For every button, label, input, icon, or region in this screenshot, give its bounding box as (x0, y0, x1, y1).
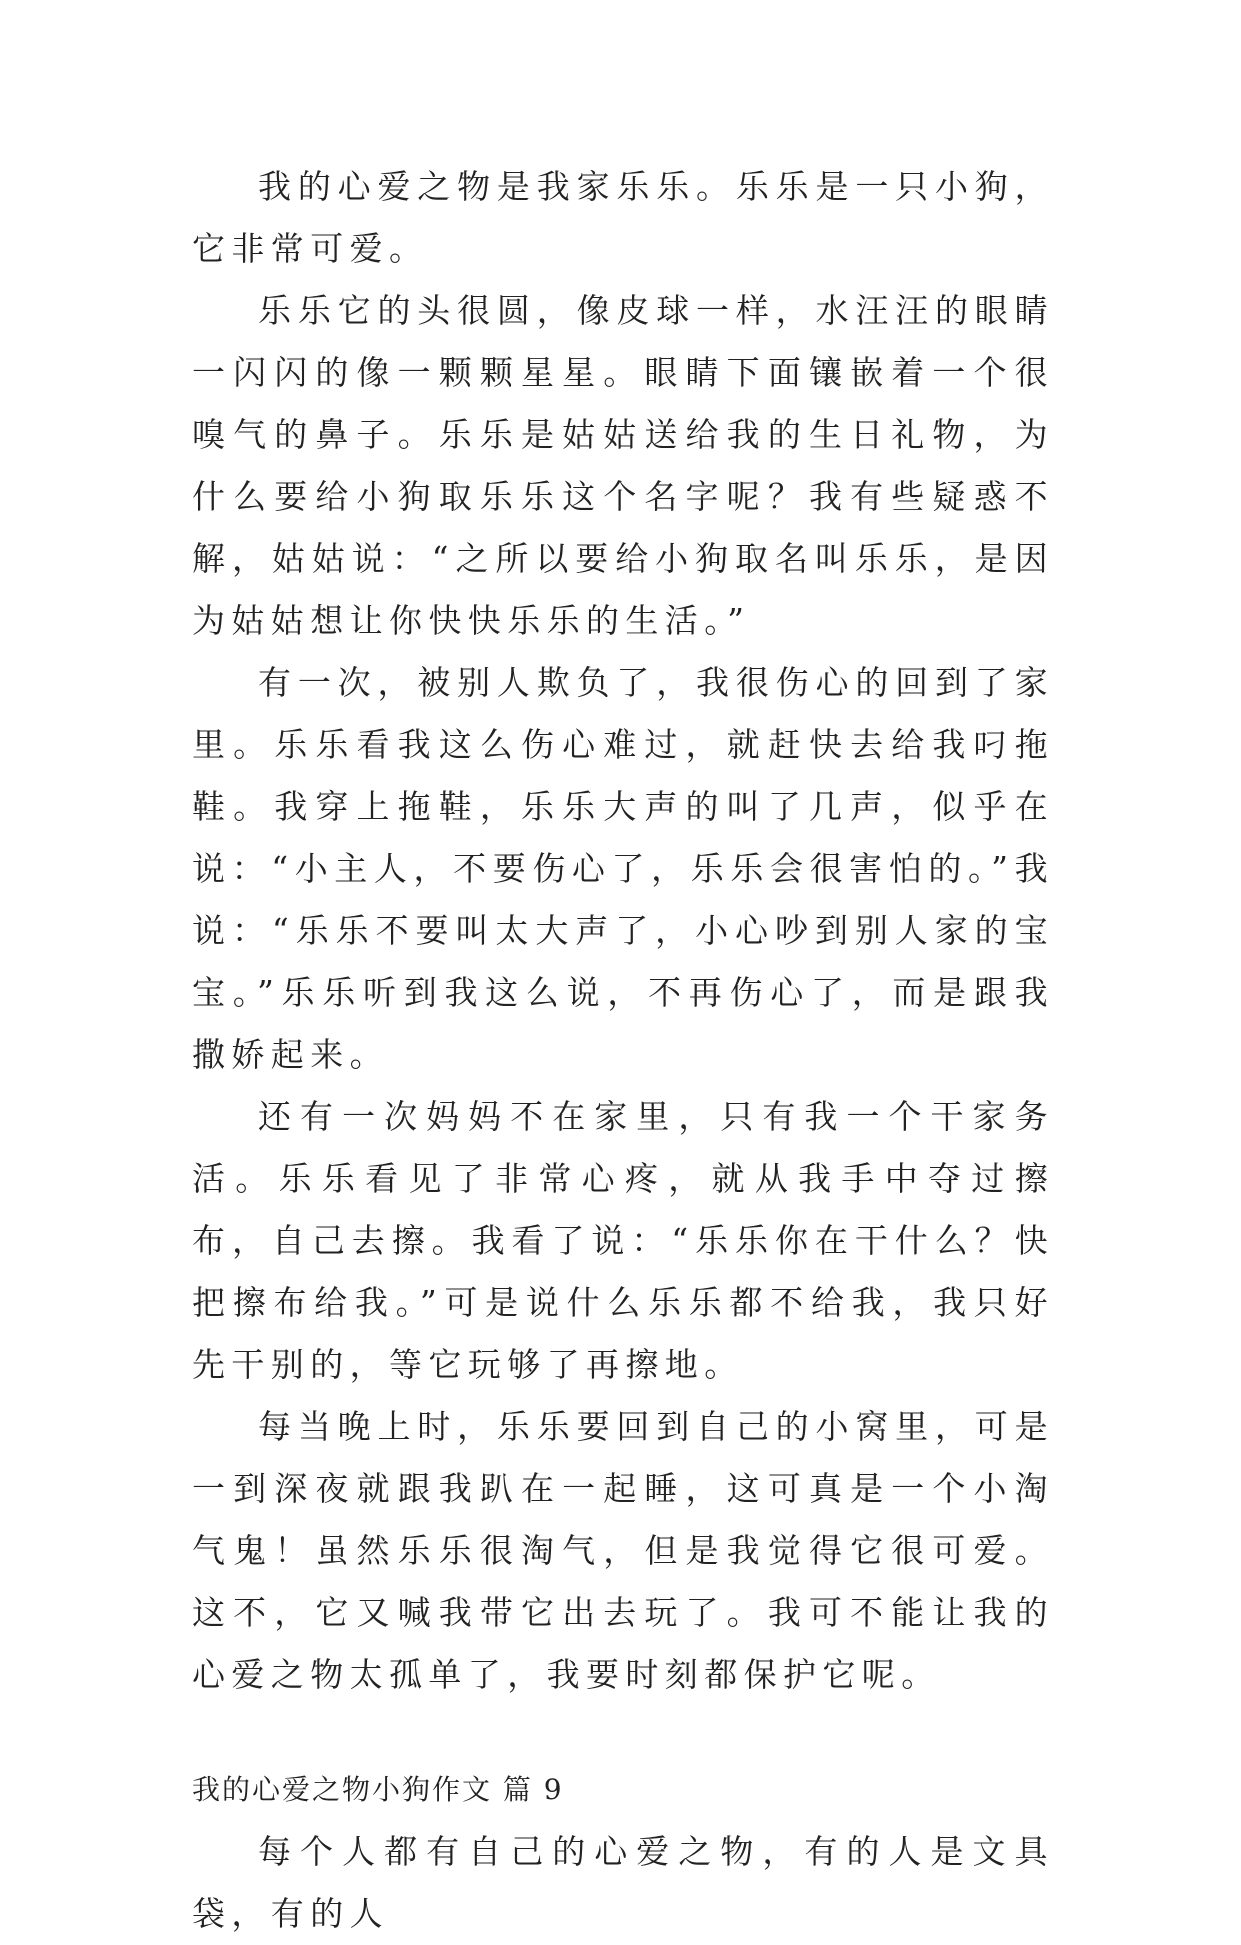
paragraph-3: 有一次，被别人欺负了，我很伤心的回到了家里。乐乐看我这么伤心难过，就赶快去给我叼拖鞋。我穿上拖鞋，乐乐大声的叫了几声，似乎在说：“小主人，不要伤心了，乐乐会很害怕的。”我说：“乐乐不要叫太大声了，小心吵到别人家的宝宝。”乐乐听到我这么说，不再伤心了，而是跟我撒娇起来。 (192, 663, 1054, 1074)
paragraph-next: 每个人都有自己的心爱之物，有的人是文具袋，有的人 (192, 1832, 1054, 1933)
document-body (192, 156, 1054, 1945)
paragraph-2: 乐乐它的头很圆，像皮球一样，水汪汪的眼睛一闪闪的像一颗颗星星。眼睛下面镶嵌着一个很嗅气的鼻子。乐乐是姑姑送给我的生日礼物，为什么要给小狗取乐乐这个名字呢？我有些疑惑不解，姑姑说：“之所以要给小狗取名叫乐乐，是因为姑姑想让你快快乐乐的生活。” (192, 291, 1054, 640)
paragraph-4: 还有一次妈妈不在家里，只有我一个干家务活。乐乐看见了非常心疼，就从我手中夺过擦布，自己去擦。我看了说：“乐乐你在干什么？快把擦布给我。”可是说什么乐乐都不给我，我只好先干别的，等它玩够了再擦地。 (192, 1097, 1054, 1384)
paragraph-5: 每当晚上时，乐乐要回到自己的小窝里，可是一到深夜就跟我趴在一起睡，这可真是一个小淘气鬼！虽然乐乐很淘气，但是我觉得它很可爱。这不，它又喊我带它出去玩了。我可不能让我的心爱之物太孤单了，我要时刻都保护它呢。 (192, 1407, 1054, 1694)
section-heading: 我的心爱之物小狗作文 篇 9 (192, 1773, 564, 1806)
paragraph-1: 我的心爱之物是我家乐乐。乐乐是一只小狗，它非常可爱。 (192, 167, 1054, 268)
